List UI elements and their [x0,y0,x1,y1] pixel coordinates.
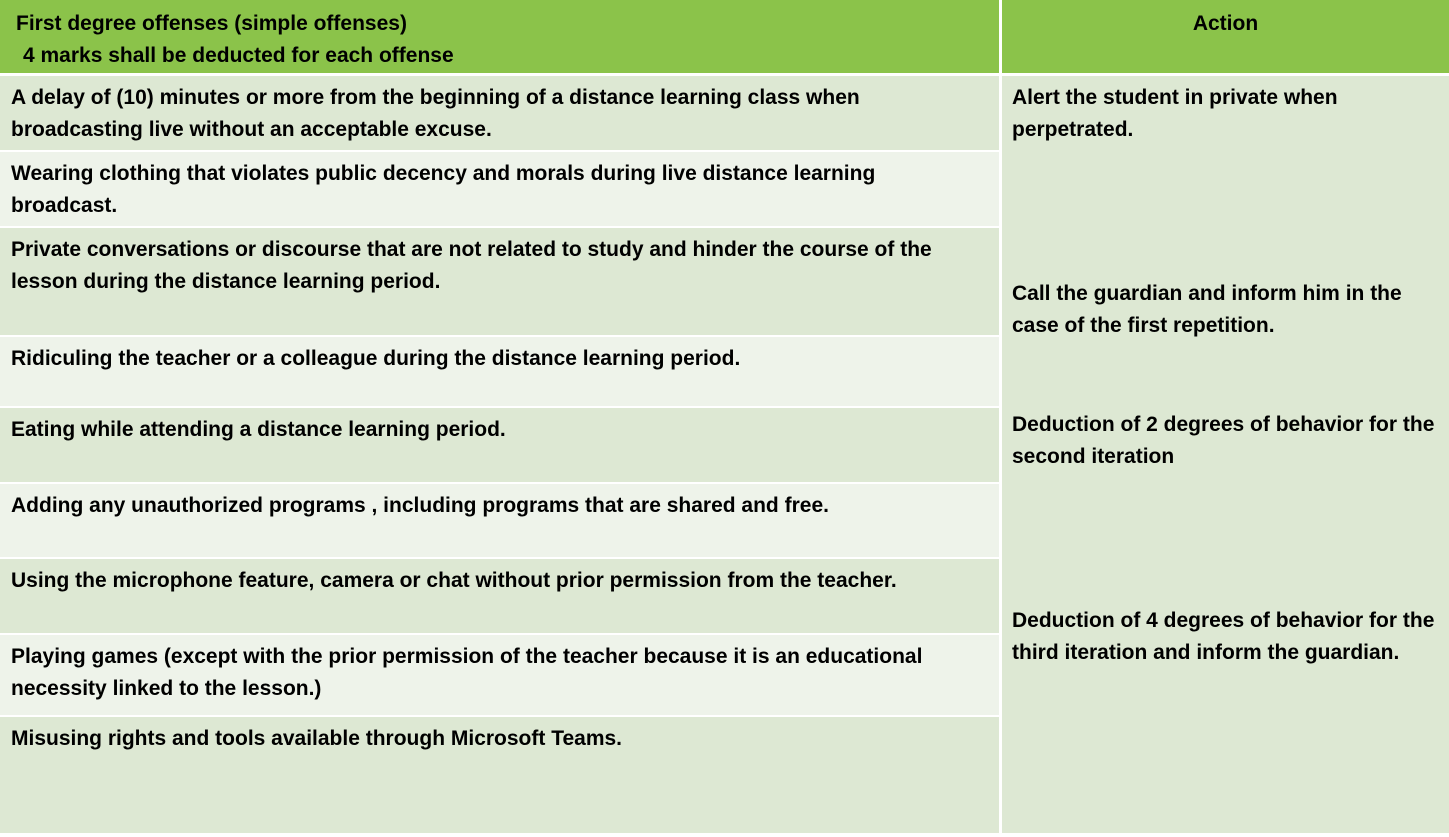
offense-text: Adding any unauthorized programs , including programs that are shared and free. [11,494,829,517]
offense-row [0,635,999,717]
offense-text: Misusing rights and tools available through Microsoft Teams. [11,727,623,750]
offense-text: A delay of (10) minutes or more from the beginning of a distance learning class when broadcasting live without an acceptable excuse. [11,86,860,141]
action-text: Alert the student in private when perpetrated. [1012,86,1338,141]
actions-column [1002,76,1449,833]
action-header-cell [1002,0,1449,73]
offense-row [0,76,999,152]
offense-row [0,228,999,337]
offenses-column [0,76,999,833]
offense-row [0,152,999,228]
bottom-border [0,833,1449,837]
offense-row [0,717,999,833]
offense-row [0,337,999,408]
offense-row [0,408,999,484]
offense-text: Ridiculing the teacher or a colleague during the distance learning period. [11,347,741,370]
offense-text: Using the microphone feature, camera or chat without prior permission from the teacher. [11,569,897,592]
action-header-title: Action [1192,12,1259,35]
offense-text: Eating while attending a distance learning period. [11,418,506,441]
offenses-header-subtitle: 4 marks shall be deducted for each offense [23,44,454,67]
offense-text: Wearing clothing that violates public decency and morals during live distance learning broadcast. [11,162,876,217]
action-text: Deduction of 4 degrees of behavior for the third iteration and inform the guardian. [1012,609,1435,664]
offenses-header-cell [0,0,999,73]
offenses-header-title: First degree offenses (simple offenses) [16,12,407,35]
offense-row [0,559,999,635]
action-text: Deduction of 2 degrees of behavior for the second iteration [1012,413,1435,468]
offense-row [0,484,999,559]
action-text: Call the guardian and inform him in the case of the first repetition. [1012,282,1402,337]
offense-text: Playing games (except with the prior permission of the teacher because it is an educational necessity linked to the lesson.) [11,645,923,700]
offense-text: Private conversations or discourse that are not related to study and hinder the course of the lesson during the distance learning period. [11,238,932,293]
